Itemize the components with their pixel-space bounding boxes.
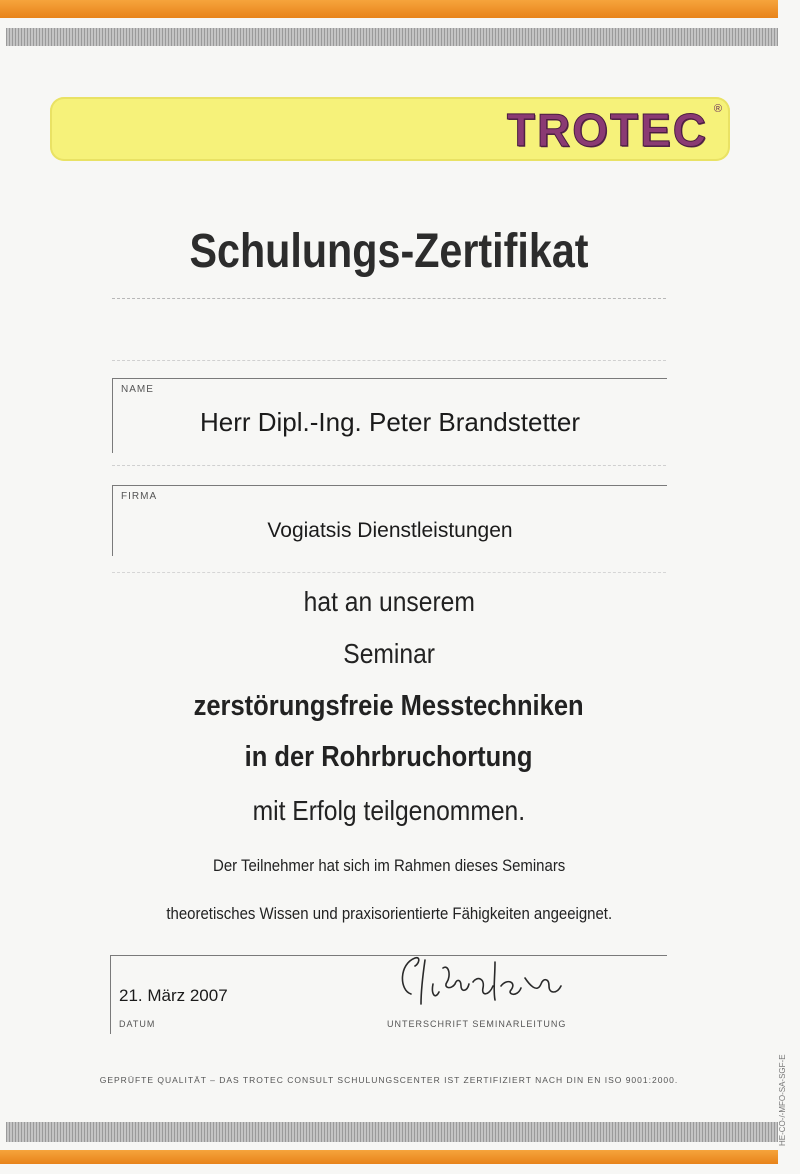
body-line-2 [0,638,778,670]
certificate-date: 21. März 2007 [119,986,228,1005]
side-document-code: HE-CO-/-MFO-SA-SGF-E [778,1054,787,1146]
statement-line-2 [0,904,778,924]
statement-line-1-text: Der Teilnehmer hat sich im Rahmen dieses Seminars [212,856,566,875]
signature [391,950,591,1012]
company-name: Vogiatsis Dienstleistungen [267,519,513,542]
date-label: DATUM [119,1019,156,1029]
date-signature-box [110,955,667,1034]
registered-mark: ® [713,103,722,115]
seminar-title-2 [0,741,778,774]
seminar-title-1-text: zerstörungsfreie Messtechniken [193,690,585,722]
title-divider [112,298,666,299]
body-line-2-text: Seminar [343,638,435,669]
statement-line-2-text: theoretisches Wissen und praxisorientierte Fähigkeiten angeeignet. [166,904,612,923]
certificate-title: Schulungs-Zertifikat [189,225,589,278]
signature-label: UNTERSCHRIFT SEMINARLEITUNG [387,1019,567,1029]
bottom-orange-stripe [0,1150,778,1164]
body-line-3-text: mit Erfolg teilgenommen. [252,795,526,826]
bottom-grey-band [6,1122,778,1142]
seminar-title-1 [0,690,778,723]
quality-note [0,1070,778,1088]
top-orange-stripe [0,0,778,18]
company-field [112,485,667,556]
company-label: FIRMA [121,491,158,502]
divider [112,360,666,361]
statement-line-1 [0,856,778,876]
divider [112,572,666,573]
top-grey-band [6,28,778,46]
trotec-logo: TROTEC [506,104,708,156]
name-label: NAME [121,384,154,395]
participant-name: Herr Dipl.-Ing. Peter Brandstetter [199,407,581,437]
quality-note-text: GEPRÜFTE QUALITÄT – DAS TROTEC CONSULT SCHULUNGSCENTER IST ZERTIFIZIERT NACH DIN EN ISO 9001:2000. [99,1075,679,1085]
seminar-title-2-text: in der Rohrbruchortung [245,741,533,773]
body-line-1 [0,586,778,618]
body-line-3 [0,795,778,827]
name-field [112,378,667,453]
body-line-1-text: hat an unserem [303,586,475,617]
divider [112,465,666,466]
logo-banner [50,97,730,161]
